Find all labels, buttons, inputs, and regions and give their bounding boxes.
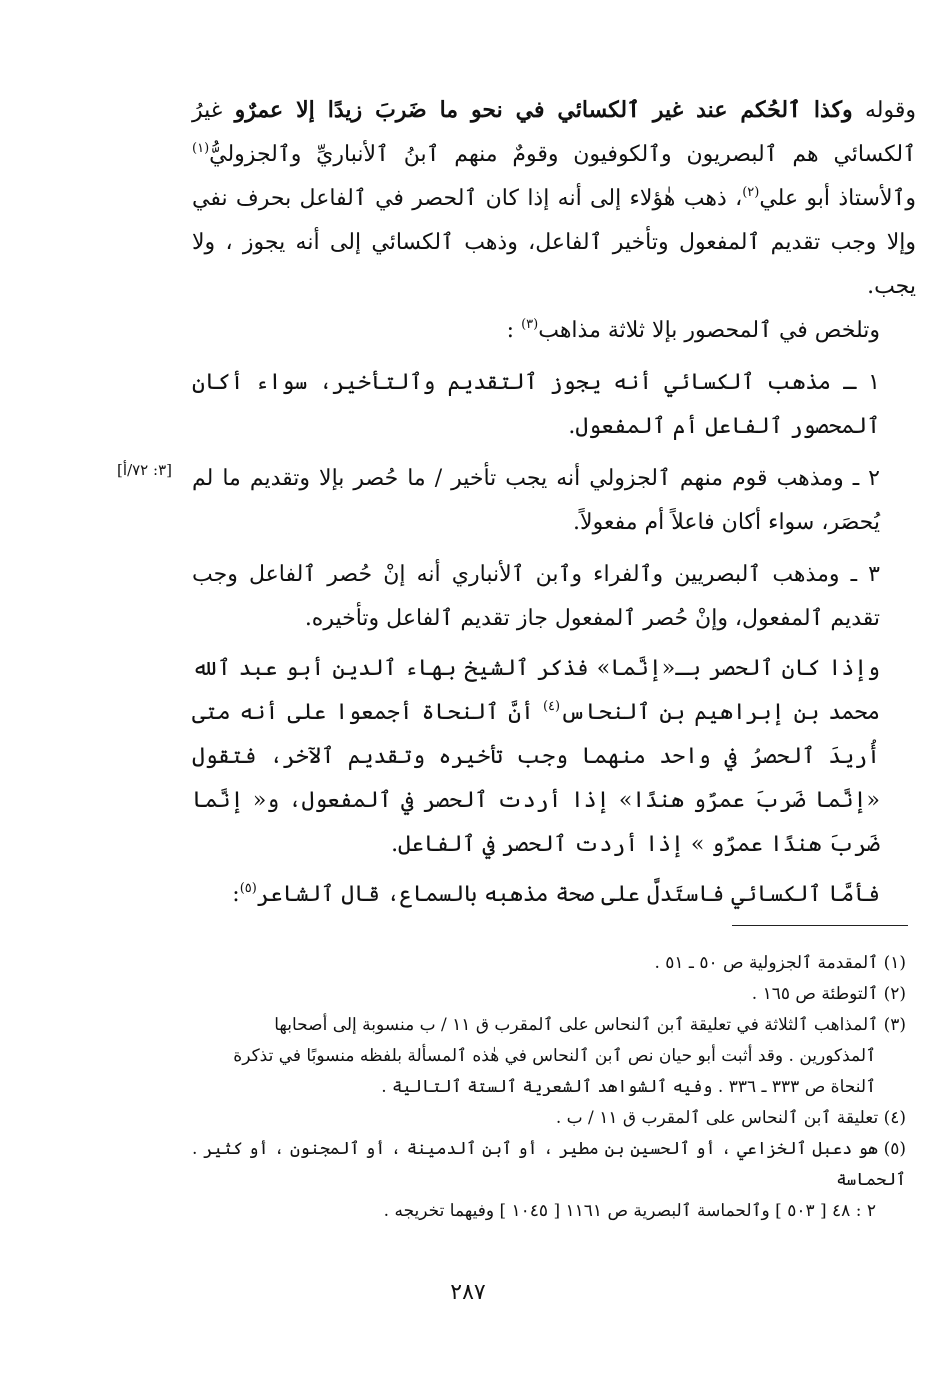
list-item-2: ٢ ـ ومذهب قوم منهم ٱلجزولي أنه يجب تأخير / ما حُصر بإلا وتقديم ما لم يُحصَر، سواء أكان فاعلاً أم مفعولاً. (192, 466, 880, 535)
page-number: ٢٨٧ (450, 1280, 486, 1305)
paragraph-1-text-3: ، ذهب هٰؤلاء إلى أنه إذا كان ٱلحصر في ٱلفاعل بحرف نفي وإلا وجب تقديم ٱلمفعول وتأخير ٱلفاعل، وذهب ٱلكسائي إلى أنه يجوز ، ولا يجب. (192, 186, 916, 299)
paragraph-4-text: فأمَّا ٱلكسائي فاستَدلَّ على صحة مذهبه بالسماع، قال ٱلشاعر (256, 882, 880, 907)
paragraph-2-text: وتلخص في ٱلمحصور بإلا ثلاثة مذاهب (538, 318, 880, 343)
main-text (192, 88, 916, 917)
footnote-2: (٢) ٱلتوطئة ص ١٦٥ . (751, 984, 906, 1004)
list-item-3: ٣ ـ ومذهب ٱلبصريين وٱلفراء وٱبن ٱلأنباري أنه إنْ حُصر ٱلفاعل وجب تقديم ٱلمفعول، وإنْ حُصر ٱلمفعول جاز تقديم ٱلفاعل وتأخيره. (192, 562, 880, 631)
footnotes (192, 948, 906, 1227)
footnote-4: (٤) تعليقة ٱبن ٱلنحاس على ٱلمقرب ق ١١ / ب . (555, 1108, 906, 1128)
paragraph-1-text-2: وٱلأستاذ أبو علي (759, 186, 917, 211)
footnote-ref-3[interactable]: (٣) (521, 317, 539, 332)
footnote-ref-4[interactable]: (٤) (542, 699, 561, 714)
paragraph-2 (192, 309, 916, 353)
footnote-5: (٥) هو دعبل ٱلخزاعي ، أو ٱلحسين بن مطير ، أو ٱبن ٱلدمينة ، أو ٱلمجنون ، أو كثير . ٱلحماسة (192, 1139, 906, 1190)
manuscript-folio-note: [٣: ٧٢/أ] (117, 461, 172, 479)
paragraph-1 (192, 88, 916, 309)
paragraph-3-text-2: أنَّ ٱلنحاة أجمعوا على أنه متى أُريدَ ٱلحصرُ في واحد منهما وجب تأخيره وتقديم ٱلآخر، فتقول «إنَّما ضَربَ عمرٌو هندًا» إذا أردت ٱلحصر في ٱلمفعول، و« إنَّما ضَربَ هندًا عمرٌو » إذا أردت ٱلحصر في ٱلفاعل. (192, 700, 880, 857)
footnote-3-continued-2: ٱلنحاة ص ٣٣٣ ـ ٣٣٦ . وفيه ٱلشواهد ٱلشعرية ٱلستة ٱلتالية . (381, 1077, 876, 1097)
footnote-1: (١) ٱلمقدمة ٱلجزولية ص ٥٠ ـ ٥١ . (654, 953, 906, 973)
paragraph-1-text: غيرُ ٱلكسائي هم ٱلبصريون وٱلكوفيون وقومٌ منهم ٱبنُ ٱلأنباريِّ وٱلجزوليُّ (192, 98, 916, 167)
list-item-1: ١ ـ مذهب ٱلكسائي أنه يجوز ٱلتقديم وٱلتأخير، سواء أكان ٱلمحصور ٱلفاعل أم ٱلمفعول. (192, 370, 880, 439)
paragraph-4 (192, 873, 916, 917)
footnote-ref-5[interactable]: (٥) (239, 881, 257, 896)
paragraph-2-tail: : (506, 318, 515, 343)
footnote-3-continued: ٱلمذكورين . وقد أثبت أبو حيان نص ٱبن ٱلنحاس في هٰذه ٱلمسألة بلفظه منسوبًا في تذكرة (233, 1046, 876, 1066)
footnote-divider (732, 925, 908, 926)
footnote-ref-2[interactable]: (٢) (742, 185, 760, 200)
footnote-5-continued: ٢ : ٤٨ [ ٥٠٣ ] وٱلحماسة ٱلبصرية ص ١١٦١ [ ١٠٤٥ ] وفيهما تخريجه . (383, 1201, 876, 1221)
paragraph-1-lead: وقوله (864, 98, 916, 123)
paragraph-3 (192, 647, 916, 867)
paragraph-3-text: وإذا كان ٱلحصر بـ«إنَّما» فذكر ٱلشيخ بهاء ٱلدين أبو عبد ٱلله محمد بن إبراهيم بن ٱلنحاس (192, 656, 880, 725)
footnote-ref-1[interactable]: (١) (192, 141, 210, 156)
paragraph-4-tail: : (232, 882, 240, 907)
footnote-3: (٣) ٱلمذاهب ٱلثلاثة في تعليقة ٱبن ٱلنحاس على ٱلمقرب ق ١١ / ب منسوبة إلى أصحابها (274, 1015, 906, 1035)
quoted-phrase: وكذا ٱلحُكم عند غير ٱلكسائي في نحو ما ضَربَ زيدًا إلا عمرٌو (234, 97, 853, 123)
